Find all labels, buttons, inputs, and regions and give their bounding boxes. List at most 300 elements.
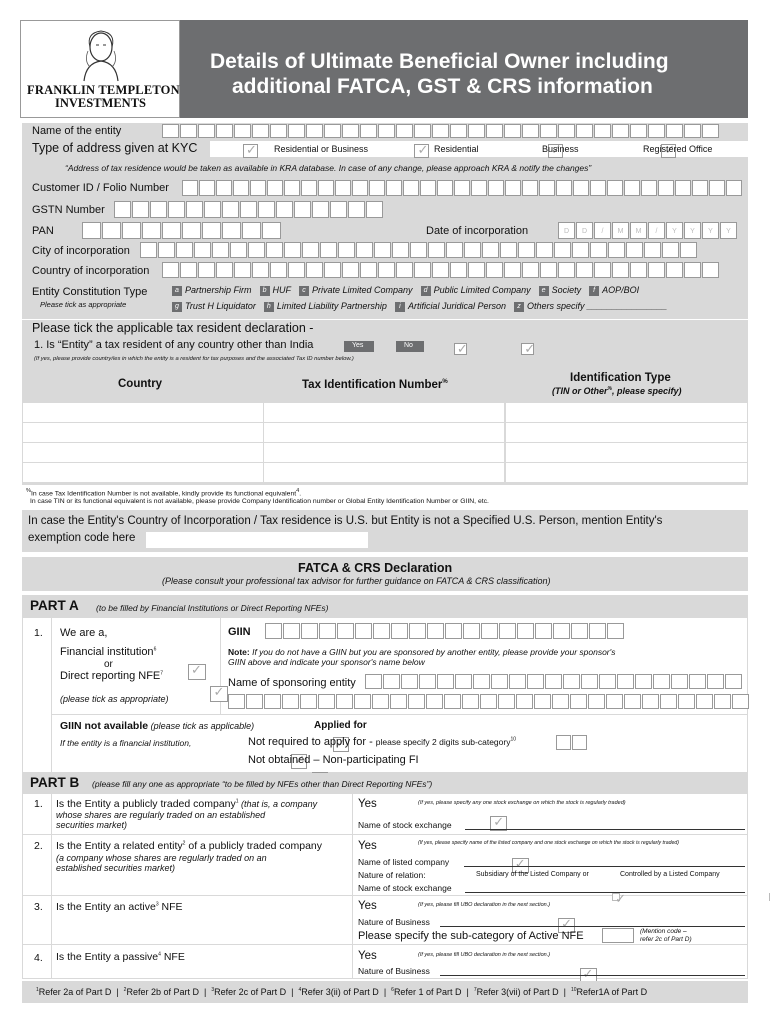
gstn-box[interactable] — [150, 201, 167, 218]
sponsor-line2-box[interactable] — [300, 694, 317, 709]
giin-box[interactable] — [463, 623, 480, 639]
gstn-box[interactable] — [366, 201, 383, 218]
giin-box[interactable] — [355, 623, 372, 639]
footer-separator: | — [378, 987, 392, 997]
b3-subcategory-input[interactable] — [602, 928, 634, 943]
sponsor-line2-box[interactable] — [678, 694, 695, 709]
country-box[interactable] — [666, 262, 683, 278]
sponsor-line2-box[interactable] — [570, 694, 587, 709]
customer-id-box[interactable] — [301, 180, 317, 196]
entity-name-box[interactable] — [288, 124, 305, 138]
sponsor-box[interactable] — [689, 674, 706, 689]
entity-name-box[interactable] — [630, 124, 647, 138]
page-title: Details of Ultimate Beneficial Owner including — [210, 50, 669, 73]
pan-box[interactable] — [82, 222, 101, 239]
doi-box[interactable]: D — [558, 222, 575, 239]
city-box[interactable] — [536, 242, 553, 258]
customer-id-box[interactable] — [505, 180, 521, 196]
id-type-cell[interactable] — [506, 423, 747, 442]
country-box[interactable] — [360, 262, 377, 278]
giin-box[interactable] — [409, 623, 426, 639]
sponsor-field[interactable] — [365, 674, 743, 689]
entity-name-box[interactable] — [468, 124, 485, 138]
customer-id-box[interactable] — [539, 180, 555, 196]
pan-box[interactable] — [182, 222, 201, 239]
country-box[interactable] — [162, 262, 179, 278]
sponsor-line2-box[interactable] — [444, 694, 461, 709]
customer-id-box[interactable] — [624, 180, 640, 196]
doi-box[interactable]: Y — [684, 222, 701, 239]
customer-id-box[interactable] — [454, 180, 470, 196]
city-box[interactable] — [410, 242, 427, 258]
country-box[interactable] — [702, 262, 719, 278]
country-box[interactable] — [612, 262, 629, 278]
sponsor-line2-box[interactable] — [390, 694, 407, 709]
sponsor-line2-box[interactable] — [516, 694, 533, 709]
constitution-g-checkbox[interactable]: g — [172, 302, 182, 312]
entity-name-box[interactable] — [504, 124, 521, 138]
b2-exchange-line[interactable] — [465, 892, 745, 893]
doi-box[interactable]: / — [594, 222, 611, 239]
giin-na-note: (please tick as applicable) — [148, 721, 255, 731]
footer-ref: Refer 2a of Part D — [38, 987, 112, 997]
sponsor-box[interactable] — [563, 674, 580, 689]
tax-no-checkbox[interactable] — [521, 343, 534, 355]
sponsor-line2-box[interactable] — [552, 694, 569, 709]
entity-name-box[interactable] — [162, 124, 179, 138]
customer-id-box[interactable] — [675, 180, 691, 196]
doi-box[interactable]: / — [648, 222, 665, 239]
city-box[interactable] — [572, 242, 589, 258]
giin-box[interactable] — [571, 623, 588, 639]
giin-box[interactable] — [391, 623, 408, 639]
country-cell[interactable] — [23, 423, 263, 442]
sponsor-line2-box[interactable] — [498, 694, 515, 709]
entity-name-box[interactable] — [360, 124, 377, 138]
b2-number: 2. — [34, 840, 43, 852]
entity-name-box[interactable] — [432, 124, 449, 138]
country-box[interactable] — [486, 262, 503, 278]
customer-id-box[interactable] — [709, 180, 725, 196]
pan-box[interactable] — [262, 222, 281, 239]
customer-id-box[interactable] — [420, 180, 436, 196]
sponsor-line2-box[interactable] — [696, 694, 713, 709]
sponsor-line2-box[interactable] — [354, 694, 371, 709]
b4-nature-line[interactable] — [440, 975, 745, 976]
giin-box[interactable] — [319, 623, 336, 639]
giin-box[interactable] — [517, 623, 534, 639]
sponsor-line2-box[interactable] — [714, 694, 731, 709]
tin-cell[interactable] — [264, 443, 504, 462]
city-box[interactable] — [356, 242, 373, 258]
exemption-code-input[interactable] — [146, 532, 368, 548]
customer-id-box[interactable] — [658, 180, 674, 196]
city-box[interactable] — [248, 242, 265, 258]
id-type-cell[interactable] — [506, 463, 747, 482]
city-box[interactable] — [554, 242, 571, 258]
sponsor-line2-box[interactable] — [426, 694, 443, 709]
entity-name-box[interactable] — [198, 124, 215, 138]
gstn-box[interactable] — [276, 201, 293, 218]
gstn-box[interactable] — [330, 201, 347, 218]
country-box[interactable] — [216, 262, 233, 278]
city-box[interactable] — [464, 242, 481, 258]
gstn-box[interactable] — [168, 201, 185, 218]
sub-category-box[interactable] — [572, 735, 587, 750]
city-box[interactable] — [500, 242, 517, 258]
giin-box[interactable] — [607, 623, 624, 639]
city-box[interactable] — [608, 242, 625, 258]
constitution-d-label: Public Limited Company — [433, 285, 531, 295]
city-box[interactable] — [158, 242, 175, 258]
pan-box[interactable] — [102, 222, 121, 239]
customer-id-box[interactable] — [233, 180, 249, 196]
entity-name-box[interactable] — [684, 124, 701, 138]
sponsor-line2-box[interactable] — [624, 694, 641, 709]
giin-box[interactable] — [301, 623, 318, 639]
country-box[interactable] — [198, 262, 215, 278]
city-box[interactable] — [302, 242, 319, 258]
b2-listed-line[interactable] — [464, 866, 745, 867]
date-of-incorporation-field[interactable] — [558, 222, 738, 239]
customer-id-box[interactable] — [403, 180, 419, 196]
gstn-box[interactable] — [222, 201, 239, 218]
sponsor-line2-box[interactable] — [336, 694, 353, 709]
b2-sub2: established securities market) — [56, 863, 176, 873]
doi-box[interactable]: Y — [666, 222, 683, 239]
country-box[interactable] — [594, 262, 611, 278]
gstn-box[interactable] — [204, 201, 221, 218]
sponsor-box[interactable] — [545, 674, 562, 689]
entity-name-box[interactable] — [522, 124, 539, 138]
entity-name-box[interactable] — [450, 124, 467, 138]
constitution-f-checkbox[interactable]: f — [589, 286, 599, 296]
financial-institution-checkbox[interactable] — [188, 664, 206, 680]
customer-id-box[interactable] — [182, 180, 198, 196]
customer-id-box[interactable] — [692, 180, 708, 196]
doi-box[interactable]: Y — [702, 222, 719, 239]
tin-cell[interactable] — [264, 463, 504, 482]
gstn-box[interactable] — [294, 201, 311, 218]
gstn-box[interactable] — [240, 201, 257, 218]
country-box[interactable] — [576, 262, 593, 278]
id-type-cell[interactable] — [506, 443, 747, 462]
sponsor-box[interactable] — [671, 674, 688, 689]
foot1-sup: % — [26, 488, 32, 494]
city-box[interactable] — [266, 242, 283, 258]
city-box[interactable] — [662, 242, 679, 258]
country-box[interactable] — [432, 262, 449, 278]
country-box[interactable] — [324, 262, 341, 278]
sub-category-box[interactable] — [556, 735, 571, 750]
entity-name-box[interactable] — [306, 124, 323, 138]
city-box[interactable] — [644, 242, 661, 258]
country-box[interactable] — [270, 262, 287, 278]
sponsor-box[interactable] — [725, 674, 742, 689]
city-box[interactable] — [230, 242, 247, 258]
city-box[interactable] — [446, 242, 463, 258]
gstn-field[interactable] — [114, 201, 384, 218]
col-idtype-sub — [552, 386, 682, 396]
entity-name-box[interactable] — [702, 124, 719, 138]
customer-id-box[interactable] — [641, 180, 657, 196]
entity-name-box[interactable] — [648, 124, 665, 138]
entity-name-box[interactable] — [540, 124, 557, 138]
constitution-c-checkbox[interactable]: c — [299, 286, 309, 296]
sponsor-box[interactable] — [581, 674, 598, 689]
country-box[interactable] — [630, 262, 647, 278]
country-box[interactable] — [468, 262, 485, 278]
col-idtype-sup: % — [607, 386, 612, 392]
country-field[interactable] — [162, 262, 720, 278]
customer-id-box[interactable] — [471, 180, 487, 196]
customer-id-box[interactable] — [267, 180, 283, 196]
sponsor-box[interactable] — [635, 674, 652, 689]
sponsor-line2-box[interactable] — [264, 694, 281, 709]
sponsor-line2-box[interactable] — [372, 694, 389, 709]
customer-id-box[interactable] — [726, 180, 742, 196]
entity-name-box[interactable] — [486, 124, 503, 138]
footer-separator: | — [558, 987, 571, 997]
sponsor-box[interactable] — [509, 674, 526, 689]
entity-name-box[interactable] — [594, 124, 611, 138]
customer-id-box[interactable] — [284, 180, 300, 196]
country-box[interactable] — [414, 262, 431, 278]
customer-id-box[interactable] — [250, 180, 266, 196]
sponsor-box[interactable] — [401, 674, 418, 689]
city-box[interactable] — [518, 242, 535, 258]
gstn-box[interactable] — [132, 201, 149, 218]
constitution-i-label: Artificial Juridical Person — [407, 301, 506, 311]
sponsor-line2-box[interactable] — [588, 694, 605, 709]
constitution-i-checkbox[interactable]: i — [395, 302, 405, 312]
address-residential-or-business-checkbox[interactable] — [243, 144, 258, 158]
customer-id-box[interactable] — [573, 180, 589, 196]
b1-exchange-line[interactable] — [465, 829, 745, 830]
sponsor-box[interactable] — [437, 674, 454, 689]
city-box[interactable] — [626, 242, 643, 258]
giin-box[interactable] — [499, 623, 516, 639]
country-cell[interactable] — [23, 403, 263, 422]
sponsor-line2-box[interactable] — [318, 694, 335, 709]
entity-name-box[interactable] — [576, 124, 593, 138]
constitution-h-checkbox[interactable]: h — [264, 302, 274, 312]
entity-name-box[interactable] — [324, 124, 341, 138]
country-cell[interactable] — [23, 443, 263, 462]
sponsor-box[interactable] — [653, 674, 670, 689]
city-box[interactable] — [212, 242, 229, 258]
pan-box[interactable] — [162, 222, 181, 239]
customer-id-box[interactable] — [352, 180, 368, 196]
customer-id-box[interactable] — [318, 180, 334, 196]
sponsor-box[interactable] — [617, 674, 634, 689]
address-residential-checkbox[interactable] — [414, 144, 429, 158]
subsidiary-checkbox[interactable] — [612, 893, 620, 901]
entity-name-box[interactable] — [396, 124, 413, 138]
city-box[interactable] — [320, 242, 337, 258]
constitution-b-checkbox[interactable]: b — [260, 286, 270, 296]
customer-id-box[interactable] — [216, 180, 232, 196]
sponsor-line2-box[interactable] — [480, 694, 497, 709]
sponsor-box[interactable] — [599, 674, 616, 689]
address-option-1: Residential or Business — [274, 144, 369, 154]
customer-id-box[interactable] — [488, 180, 504, 196]
country-box[interactable] — [378, 262, 395, 278]
giin-box[interactable] — [337, 623, 354, 639]
sponsor-box[interactable] — [707, 674, 724, 689]
pan-box[interactable] — [122, 222, 141, 239]
sponsor-line2-box[interactable] — [732, 694, 749, 709]
city-box[interactable] — [374, 242, 391, 258]
country-box[interactable] — [504, 262, 521, 278]
sponsor-box[interactable] — [365, 674, 382, 689]
customer-id-box[interactable] — [522, 180, 538, 196]
customer-id-box[interactable] — [199, 180, 215, 196]
sponsor-line2-box[interactable] — [462, 694, 479, 709]
pan-box[interactable] — [242, 222, 261, 239]
city-box[interactable] — [176, 242, 193, 258]
giin-box[interactable] — [373, 623, 390, 639]
country-box[interactable] — [450, 262, 467, 278]
sponsor-field-line2[interactable] — [228, 694, 750, 709]
tax-yes-checkbox[interactable] — [454, 343, 467, 355]
country-box[interactable] — [288, 262, 305, 278]
sponsor-box[interactable] — [491, 674, 508, 689]
gstn-box[interactable] — [114, 201, 131, 218]
page-title-line2: additional FATCA, GST & CRS information — [232, 75, 653, 98]
gstn-box[interactable] — [348, 201, 365, 218]
tax-heading: Please tick the applicable tax resident declaration - — [32, 321, 314, 335]
giin-box[interactable] — [589, 623, 606, 639]
city-box[interactable] — [338, 242, 355, 258]
country-cell[interactable] — [23, 463, 263, 482]
giin-box[interactable] — [535, 623, 552, 639]
tin-cell[interactable] — [264, 403, 504, 422]
giin-box[interactable] — [283, 623, 300, 639]
city-box[interactable] — [680, 242, 697, 258]
city-box[interactable] — [590, 242, 607, 258]
customer-id-box[interactable] — [386, 180, 402, 196]
entity-name-box[interactable] — [180, 124, 197, 138]
entity-name-box[interactable] — [378, 124, 395, 138]
gstn-box[interactable] — [258, 201, 275, 218]
sponsor-box[interactable] — [383, 674, 400, 689]
country-box[interactable] — [342, 262, 359, 278]
tin-cell[interactable] — [264, 423, 504, 442]
sponsor-line2-box[interactable] — [660, 694, 677, 709]
entity-name-box[interactable] — [252, 124, 269, 138]
sponsor-line2-box[interactable] — [606, 694, 623, 709]
city-field[interactable] — [140, 242, 698, 258]
doi-box[interactable]: M — [612, 222, 629, 239]
customer-id-box[interactable] — [437, 180, 453, 196]
giin-box[interactable] — [481, 623, 498, 639]
giin-box[interactable] — [427, 623, 444, 639]
customer-id-box[interactable] — [369, 180, 385, 196]
constitution-e-checkbox[interactable]: e — [539, 286, 549, 296]
doi-box[interactable]: Y — [720, 222, 737, 239]
direct-reporting-nfe-checkbox[interactable] — [210, 686, 228, 702]
country-box[interactable] — [252, 262, 269, 278]
country-box[interactable] — [540, 262, 557, 278]
customer-id-box[interactable] — [335, 180, 351, 196]
entity-name-box[interactable] — [612, 124, 629, 138]
city-box[interactable] — [140, 242, 157, 258]
pan-box[interactable] — [142, 222, 161, 239]
country-box[interactable] — [684, 262, 701, 278]
gstn-box[interactable] — [312, 201, 329, 218]
constitution-d-checkbox[interactable]: d — [421, 286, 431, 296]
pan-field[interactable] — [82, 222, 282, 239]
entity-name-box[interactable] — [666, 124, 683, 138]
sponsor-line2-box[interactable] — [534, 694, 551, 709]
entity-name-box[interactable] — [414, 124, 431, 138]
city-box[interactable] — [392, 242, 409, 258]
fi-note: If the entity is a financial institution, — [60, 738, 192, 748]
id-type-cell[interactable] — [506, 403, 747, 422]
sponsor-box[interactable] — [455, 674, 472, 689]
country-box[interactable] — [648, 262, 665, 278]
entity-name-box[interactable] — [216, 124, 233, 138]
sponsor-line2-box[interactable] — [282, 694, 299, 709]
entity-name-box[interactable] — [270, 124, 287, 138]
customer-id-label: Customer ID / Folio Number — [32, 182, 169, 194]
constitution-a-checkbox[interactable]: a — [172, 286, 182, 296]
doi-box[interactable]: M — [630, 222, 647, 239]
country-box[interactable] — [234, 262, 251, 278]
giin-box[interactable] — [445, 623, 462, 639]
entity-name-box[interactable] — [342, 124, 359, 138]
customer-id-box[interactable] — [607, 180, 623, 196]
sponsor-line2-box[interactable] — [246, 694, 263, 709]
city-box[interactable] — [284, 242, 301, 258]
giin-box[interactable] — [265, 623, 282, 639]
giin-field[interactable] — [265, 623, 625, 639]
pan-box[interactable] — [202, 222, 221, 239]
giin-box[interactable] — [553, 623, 570, 639]
constitution-z-checkbox[interactable]: z — [514, 302, 524, 312]
city-box[interactable] — [428, 242, 445, 258]
country-box[interactable] — [558, 262, 575, 278]
doi-box[interactable]: D — [576, 222, 593, 239]
country-box[interactable] — [180, 262, 197, 278]
sponsor-box[interactable] — [473, 674, 490, 689]
sponsor-box[interactable] — [527, 674, 544, 689]
entity-name-field[interactable] — [162, 124, 720, 138]
customer-id-box[interactable] — [556, 180, 572, 196]
constitution-e-label: Society — [551, 285, 582, 295]
entity-name-box[interactable] — [558, 124, 575, 138]
sponsor-box[interactable] — [419, 674, 436, 689]
country-box[interactable] — [396, 262, 413, 278]
city-box[interactable] — [482, 242, 499, 258]
gstn-box[interactable] — [186, 201, 203, 218]
city-box[interactable] — [194, 242, 211, 258]
b2-rel2: Controlled by a Listed Company — [620, 871, 720, 878]
customer-id-field[interactable] — [182, 180, 743, 196]
entity-name-box[interactable] — [234, 124, 251, 138]
sponsor-line2-box[interactable] — [228, 694, 245, 709]
sub-category-field[interactable] — [556, 735, 588, 750]
sponsor-line2-box[interactable] — [408, 694, 425, 709]
b3-nature-line[interactable] — [440, 926, 745, 927]
pan-box[interactable] — [222, 222, 241, 239]
country-box[interactable] — [522, 262, 539, 278]
country-box[interactable] — [306, 262, 323, 278]
sponsor-line2-box[interactable] — [642, 694, 659, 709]
customer-id-box[interactable] — [590, 180, 606, 196]
a1-nfe-text: Direct reporting NFE — [60, 670, 161, 682]
